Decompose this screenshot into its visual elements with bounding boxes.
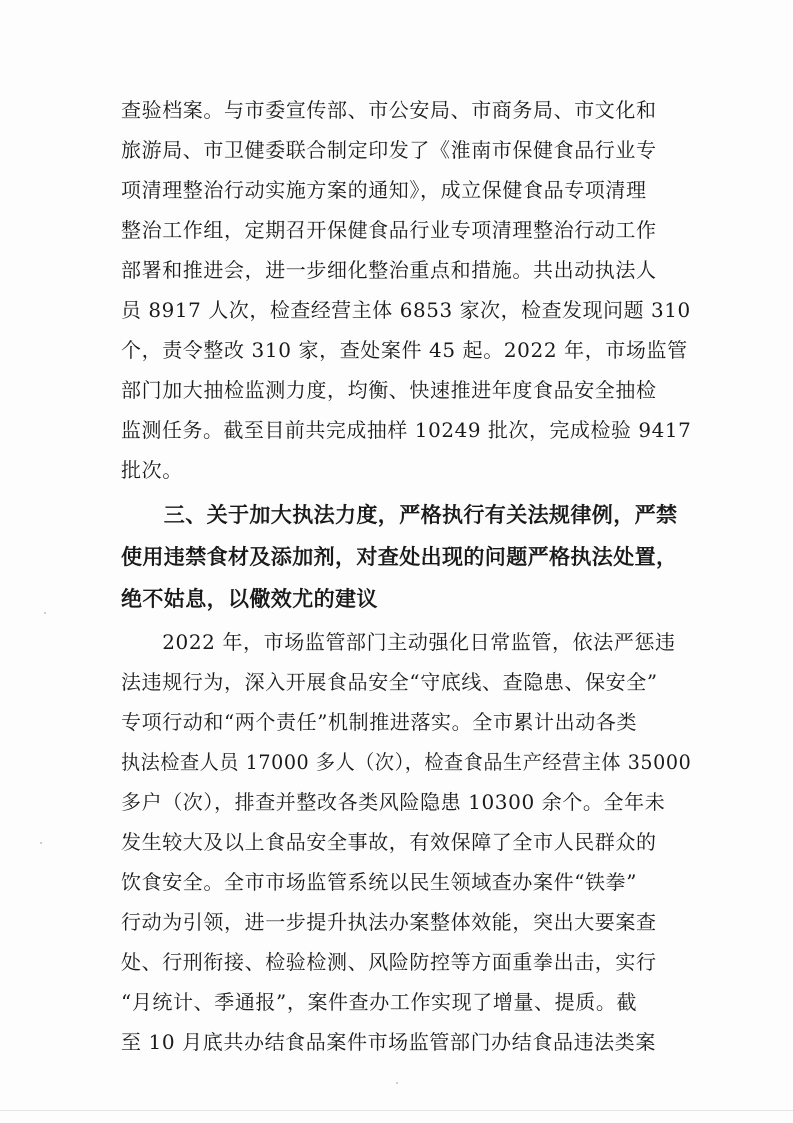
- text-line: 查验档案。与市委宣传部、市公安局、市商务局、市文化和: [121, 98, 657, 122]
- section-heading: 使用违禁食材及添加剂，对查处出现的问题严格执法处置，: [121, 545, 678, 569]
- text-line: 项清理整治行动实施方案的通知》，成立保健食品专项清理: [121, 178, 647, 202]
- text-line: 专项行动和“两个责任”机制推进落实。全市累计出动各类: [121, 710, 638, 734]
- text-line: 至 10 月底共办结食品案件市场监管部门办结食品违法类案: [121, 1030, 656, 1054]
- text-line: 批次。: [121, 458, 183, 482]
- text-line: 执法检查人员 17000 多人（次），检查食品生产经营主体 35000: [121, 750, 692, 774]
- text-line: 行动为引领，进一步提升执法办案整体效能，突出大要案查: [121, 910, 657, 934]
- text-line: 发生较大及以上食品安全事故，有效保障了全市人民群众的: [121, 830, 657, 854]
- text-line: 员 8917 人次，检查经营主体 6853 家次，检查发现问题 310: [121, 298, 691, 322]
- text-line: 旅游局、市卫健委联合制定印发了《淮南市保健食品行业专: [121, 138, 657, 162]
- text-line: 处、行刑衔接、检验检测、风险防控等方面重拳出击，实行: [121, 950, 657, 974]
- text-line: 部门加大抽检监测力度，均衡、快速推进年度食品安全抽检: [121, 378, 657, 402]
- text-line: “月统计、季通报”，案件查办工作实现了增量、提质。截: [121, 990, 638, 1014]
- text-line: 饮食安全。全市市场监管系统以民生领域查办案件“铁拳”: [121, 870, 638, 894]
- scan-speck: [396, 1082, 398, 1084]
- text-line: 整治工作组，定期召开保健食品行业专项清理整治行动工作: [121, 218, 657, 242]
- text-line: 部署和推进会，进一步细化整治重点和措施。共出动执法人: [121, 258, 657, 282]
- text-line: 多户（次），排查并整改各类风险隐患 10300 余个。全年未: [121, 790, 666, 814]
- scan-speck: [44, 612, 46, 614]
- text-line: 2022 年，市场监管部门主动强化日常监管，依法严惩违: [121, 630, 676, 654]
- section-heading: 绝不姑息，以儆效尤的建议: [121, 587, 378, 611]
- scan-speck: [40, 842, 42, 844]
- text-line: 监测任务。截至目前共完成抽样 10249 批次，完成检验 9417: [121, 418, 692, 442]
- section-heading: 三、关于加大执法力度，严格执行有关法规律例，严禁: [121, 503, 678, 527]
- text-line: 法违规行为，深入开展食品安全“守底线、查隐患、保安全”: [121, 670, 658, 694]
- page-edge: [0, 1110, 793, 1111]
- text-line: 个，责令整改 310 家，查处案件 45 起。2022 年，市场监管: [121, 338, 688, 362]
